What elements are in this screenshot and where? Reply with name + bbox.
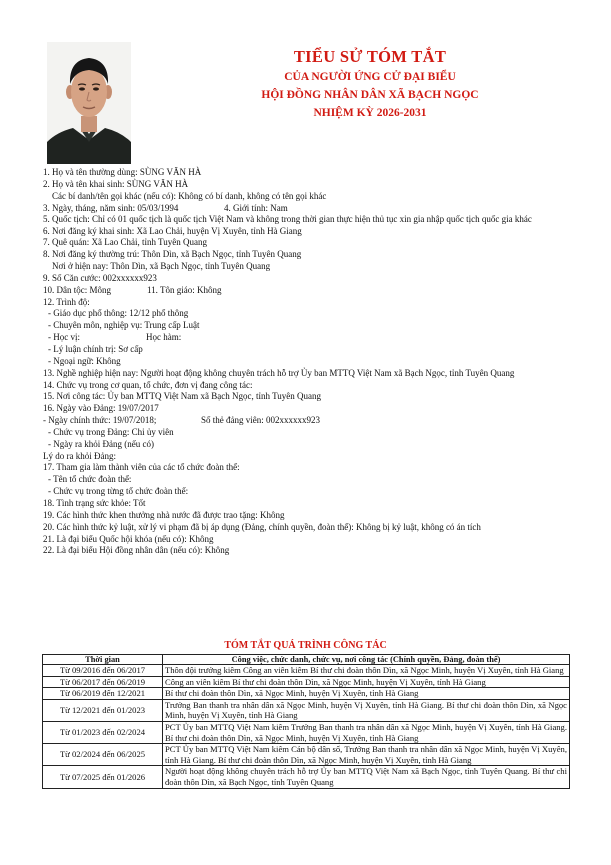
field-discipline: 20. Các hình thức kỷ luật, xử lý vi phạm đã bị áp dụng (Đảng, chính quyền, đoàn thể): Không bị kỷ luật, không có án tích (43, 521, 481, 532)
field-organizations: 17. Tham gia làm thành viên của các tổ chức đoàn thể: (43, 462, 240, 473)
field-education-heading: 12. Trình độ: (43, 296, 90, 307)
table-row (43, 744, 570, 766)
row-time: Từ 06/2017 đến 06/2019 (43, 676, 163, 688)
table-row (43, 688, 570, 700)
field-foreign-language: - Ngoại ngữ: Không (48, 355, 121, 366)
field-position: 14. Chức vụ trong cơ quan, tổ chức, đơn vị đang công tác: (43, 379, 253, 390)
header-line-3: HỘI ĐỒNG NHÂN DÂN XÃ BẠCH NGỌC (261, 89, 479, 101)
header-line-2: CỦA NGƯỜI ỨNG CỬ ĐẠI BIỂU (284, 71, 456, 83)
table-row (43, 766, 570, 788)
field-political-theory: - Lý luận chính trị: Sơ cấp (48, 344, 143, 355)
field-id-number: 9. Số Căn cước: 002xxxxxx923 (43, 272, 157, 283)
field-current-residence: Nơi ở hiện nay: Thôn Dìn, xã Bạch Ngọc, tỉnh Tuyên Quang (52, 261, 271, 272)
field-party-join-date: 16. Ngày vào Đảng: 19/07/2017 (43, 403, 159, 414)
table-row (43, 699, 570, 721)
field-peoples-council: 22. Là đại biểu Hội đồng nhân dân (nếu có): Không (43, 545, 230, 556)
field-birth-name: 2. Họ và tên khai sinh: SÙNG VĂN HÀ (43, 178, 189, 189)
field-party-official-date: - Ngày chính thức: 19/07/2018; (43, 415, 157, 426)
row-time: Từ 07/2025 đến 01/2026 (43, 766, 163, 788)
row-description: Thôn đội trưởng kiêm Công an viên kiêm Bí thư chi đoàn thôn Dìn, xã Ngọc Minh, huyện Vị Xuyên, tỉnh Hà Giang (163, 665, 570, 677)
field-party-leave-date: - Ngày ra khỏi Đảng (nếu có) (48, 438, 154, 449)
work-history-table (42, 654, 570, 789)
field-hometown: 7. Quê quán: Xã Lao Chải, tỉnh Tuyên Quang (43, 237, 207, 248)
header-line-4: NHIỆM KỲ 2026-2031 (313, 107, 427, 119)
table-row (43, 665, 570, 677)
row-time: Từ 02/2024 đến 06/2025 (43, 744, 163, 766)
work-history-title: TÓM TẮT QUÁ TRÌNH CÔNG TÁC (224, 640, 387, 651)
field-gender: 4. Giới tính: Nam (224, 202, 288, 213)
field-organization-position: - Chức vụ trong từng tổ chức đoàn thể: (48, 486, 189, 497)
table-header-row (43, 655, 570, 665)
field-party-card: Số thẻ đảng viên: 002xxxxxx923 (201, 415, 320, 426)
document-header (200, 47, 540, 121)
document-title: TIỂU SỬ TÓM TẮT (293, 47, 447, 66)
field-general-education: - Giáo dục phổ thông: 12/12 phổ thông (48, 308, 189, 319)
row-time: Từ 09/2016 đến 06/2017 (43, 665, 163, 677)
row-description: PCT Ủy ban MTTQ Việt Nam kiêm Cán bộ dân số, Trưởng Ban thanh tra nhân dân xã Ngọc Minh, huyện Vị Xuyên, tỉnh Hà Giang. Bí thư chi đoàn thôn Dìn, xã Ngọc Minh, huyện Vị Xuyên, tỉnh Hà Giang (163, 744, 570, 766)
field-organization-name: - Tên tổ chức đoàn thể: (48, 474, 132, 485)
biography-fields (43, 167, 588, 557)
row-description: Người hoạt động không chuyên trách hỗ trợ Ủy ban MTTQ Việt Nam xã Bạch Ngọc, tỉnh Tuyên Quang. Bí thư chi đoàn thôn Dìn, xã Bạch Ngọc, tỉnh Tuyên Quang (163, 766, 570, 788)
field-ethnicity-row (43, 285, 588, 297)
field-common-name: 1. Họ và tên thường dùng: SÙNG VĂN HÀ (43, 167, 202, 177)
field-birth-registration: 6. Nơi đăng ký khai sinh: Xã Lao Chải, huyện Vị Xuyên, tỉnh Hà Giang (43, 225, 302, 236)
row-description: PCT Ủy ban MTTQ Việt Nam kiêm Trưởng Ban thanh tra nhân dân xã Ngọc Minh, huyện Vị Xuyên, tỉnh Hà Giang. Bí thư chi đoàn thôn Dìn, xã Ngọc Minh, huyện Vị Xuyên, tỉnh Hà Giang (163, 721, 570, 743)
field-workplace: 15. Nơi công tác: Ủy ban MTTQ Việt Nam xã Bạch Ngọc, tỉnh Tuyên Quang (43, 391, 322, 402)
table-row (43, 676, 570, 688)
field-ethnicity: 10. Dân tộc: Mông (43, 284, 111, 295)
field-dob: 3. Ngày, tháng, năm sinh: 05/03/1994 (43, 202, 179, 213)
row-description: Công an viên kiêm Bí thư chi đoàn thôn Dìn, xã Ngọc Minh, huyện Vị Xuyên, tỉnh Hà Giang (163, 676, 570, 688)
field-health: 18. Tình trạng sức khỏe: Tốt (43, 497, 146, 508)
field-degree: - Học vị: (48, 332, 80, 343)
row-description: Trưởng Ban thanh tra nhân dân xã Ngọc Minh, huyện Vị Xuyên, tỉnh Hà Giang. Bí thư chi đoàn thôn Dìn, xã Ngọc Minh, huyện Vị Xuyên, tỉnh Hà Giang (163, 699, 570, 721)
candidate-photo (47, 42, 131, 164)
field-permanent-residence: 8. Nơi đăng ký thường trú: Thôn Dìn, xã Bạch Ngọc, tỉnh Tuyên Quang (43, 249, 302, 260)
column-header-description: Công việc, chức danh, chức vụ, nơi công tác (Chính quyền, Đảng, đoàn thể) (163, 655, 570, 665)
field-nationality: 5. Quốc tịch: Chỉ có 01 quốc tịch là quốc tịch Việt Nam và không trong thời gian thực hiện thủ tục xin gia nhập quốc tịch quốc gia khác (43, 214, 532, 225)
field-aliases: Các bí danh/tên gọi khác (nếu có): Không có bí danh, không có tên gọi khác (52, 190, 327, 201)
field-party-position: - Chức vụ trong Đảng: Chi ủy viên (48, 426, 174, 437)
row-time: Từ 06/2019 đến 12/2021 (43, 688, 163, 700)
field-dob-row (43, 203, 588, 215)
field-degree-row (43, 332, 588, 344)
column-header-time: Thời gian (43, 655, 163, 665)
row-time: Từ 12/2021 đến 01/2023 (43, 699, 163, 721)
field-professional: - Chuyên môn, nghiệp vụ: Trung cấp Luật (48, 320, 200, 331)
field-party-official-row (43, 415, 588, 427)
field-national-assembly: 21. Là đại biểu Quốc hội khóa (nếu có): Không (43, 533, 214, 544)
portrait-illustration (47, 42, 131, 164)
field-religion: 11. Tôn giáo: Không (147, 284, 222, 295)
field-occupation: 13. Nghề nghiệp hiện nay: Người hoạt động không chuyên trách hỗ trợ Ủy ban MTTQ Việt Nam xã Bạch Ngọc, tỉnh Tuyên Quang (43, 367, 515, 378)
row-time: Từ 01/2023 đến 02/2024 (43, 721, 163, 743)
field-academic-title: Học hàm: (146, 332, 182, 343)
field-awards: 19. Các hình thức khen thưởng nhà nước đã được trao tặng: Không (43, 509, 285, 520)
row-description: Bí thư chi đoàn thôn Dìn, xã Ngọc Minh, huyện Vị Xuyên, tỉnh Hà Giang (163, 688, 570, 700)
table-row (43, 721, 570, 743)
field-party-leave-reason: Lý do ra khỏi Đảng: (43, 450, 116, 461)
